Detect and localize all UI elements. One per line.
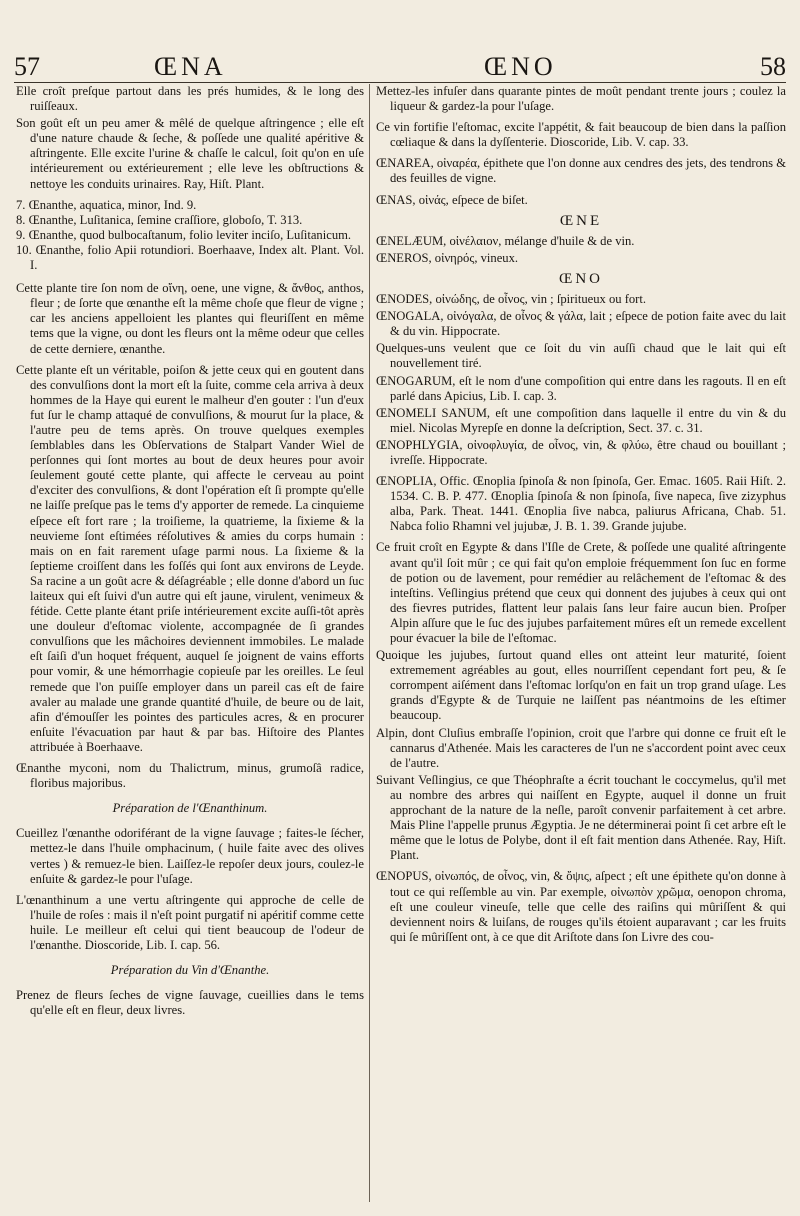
subheading: Préparation du Vin d'Œnanthe. [110, 963, 270, 978]
paragraph: Son goût eſt un peu amer & mêlé de quelque aſtringence ; elle eſt d'une nature chaude & ſeche, & poſſede une qualité apéritive & aſtringente. Elle excite l'urine & chaſſe le calcul, ſoit qu'on en uſe intérieurement ou extérieurement ; elle leve les obſtructions & nettoye les conduits urinaires. Ray, Hiſt. Plant. [16, 116, 364, 191]
paragraph: Œnanthe myconi, nom du Thalictrum, minus, grumoſâ radice, floribus majoribus. [16, 761, 364, 791]
paragraph: Cueillez l'œnanthe odoriférant de la vigne ſauvage ; faites-le ſécher, mettez-le dans l'huile omphacinum, ( huile faite avec des olives vertes ) & remuez-le bien. Laiſſez-le repoſer deux jours, coulez-le enſuite & gardez-le pour l'uſage. [16, 826, 364, 886]
list-item: 10. Œnanthe, folio Apii rotundiori. Boerhaave, Index alt. Plant. Vol. I. [16, 242, 364, 273]
paragraph: L'œnanthinum a une vertu aſtringente qui approche de celle de l'huile de roſes : mais il n'eſt point purgatif ni apéritif comme cette huile. Le meilleur eſt celui qui tient beaucoup de l'odeur de l'œnanthe. Dioscoride, Lib. I. cap. 56. [16, 892, 364, 952]
paragraph: Quoique les jujubes, ſurtout quand elles ont atteint leur maturité, ſoient extremement agréables au gout, elles nourriſſent cependant fort peu, & ſe corrompent aiſément dans l'eſtomac lorſqu'on en fait un trop grand uſage. Les grands d'Egypte & de Turquie ne laiſſent pas néantmoins de les eſtimer beaucoup. [376, 648, 786, 723]
right-page-number: 58 [760, 52, 786, 81]
entry-oenopus: ŒNOPUS, οἰνωπός, de οἶνος, vin, & ὄψις, aſpect ; eſt une épithete qu'on donne à tout ce qui reſſemble au vin. Par exemple, οἰνωπὸν χρῶμα, oenopon chroma, eſt une couleur vineuſe, telle que celle des raiſins qui mûriſſent & qui deviennent noirs & luiſans, de rouges qu'ils étoient auparavant ; car les fruits qui ſe mûriſſent ont, à ce que dit Ariſtote dans ſon Livre des cou- [376, 869, 786, 944]
paragraph: Cette plante tire ſon nom de οἴνη, oene, une vigne, & ἄνθος, anthos, fleur ; de ſorte que œnanthe eſt la même choſe que fleur de vigne ; car les anciens appelloient les plantes qui fleuriſſent en même tems que la vigne, ou dont les fleurs ont la même odeur que celles de cette derniere, œnanthe. [16, 281, 364, 356]
list-item: 9. Œnanthe, quod bulbocaſtanum, folio leviter inciſo, Luſitanicum. [16, 227, 352, 242]
entry-oeneros: ŒNEROS, οἰνηρός, vineux. [376, 250, 519, 265]
entry-oenoplia: ŒNOPLIA, Offic. Œnoplia ſpinoſa & non ſpinoſa, Ger. Emac. 1605. Raii Hiſt. 2. 1534. C. B. P. 477. Œnoplia ſpinoſa & non ſpinoſa, ſive napeca, ſive zizyphus alba, Park. Theat. 1441. Œnoplia ſive nabca, paliurus Africana, Chab. 51. Nabca folio Rhamni vel jujubæ, J. B. 1. 39. Grande jujube. [376, 474, 786, 534]
left-running-head: ŒNA [154, 52, 227, 81]
header-rule [14, 82, 786, 83]
paragraph: Quelques-uns veulent que ce ſoit du vin auſſi chaud que le lait qui eſt nouvellement tiré. [376, 341, 786, 371]
paragraph: Elle croît preſque partout dans les prés humides, & le long des ruiſſeaux. [16, 84, 364, 114]
entry-oenogarum: ŒNOGARUM, eſt le nom d'une compoſition qui entre dans les ragouts. Il en eſt parlé dans Apicius, Lib. I. cap. 3. [376, 373, 786, 403]
section-heading: ŒNE [559, 212, 603, 229]
paragraph: Ce fruit croît en Egypte & dans l'Iſle de Crete, & poſſede une qualité aſtringente avant qu'il ſoit mûr ; ce qui fait qu'on emploie fréquemment ſon ſuc en forme de potion ou de lavement, pour remédier au relâchement de l'eſtomac & des inteſtins. Veſlingius prétend que ceux qui donnent des jujubes à ceux qui ont des fievres putrides, flattent leur palais ſans leur faire aucun bien. Proſper Alpin aſſure que le ſuc des jujubes parfaitement mûres eſt un remede excellent pour évacuer la bile de l'eſtomac. [376, 540, 786, 645]
page-header [14, 50, 786, 84]
left-column [16, 84, 364, 1202]
entry-oenomeli: ŒNOMELI SANUM, eſt une compoſition dans laquelle il entre du vin & du miel. Nicolas Myrepſe en donne la deſcription, Sect. 37. c. 31. [376, 405, 786, 435]
paragraph: Alpin, dont Cluſius embraſſe l'opinion, croit que l'arbre qui donne ce fruit eſt le cannarus d'Athenée. Mais les caracteres de l'un ne s'accordent point avec ceux de l'autre. [376, 725, 786, 770]
left-page-number: 57 [14, 52, 40, 81]
list-item: 8. Œnanthe, Luſitanica, ſemine craſſiore, globoſo, T. 313. [16, 212, 303, 227]
entry-oenelaeum: ŒNELÆUM, οἰνέλαιον, mélange d'huile & de vin. [376, 233, 635, 248]
right-running-head: ŒNO [484, 52, 557, 81]
paragraph: Cette plante eſt un véritable, poiſon & jette ceux qui en goutent dans des convulſions dont la mort eſt la ſuite, comme cela arriva à deux hommes de la Haye qui eurent le malheur d'en gouter : l'un d'eux fut ſur le champ attaqué de convulſions, & mourut ſur la place, & l'autre peu de tems après. On trouve quelques exemples ſemblables dans les Obſervations de Stalpart Vander Wiel de perſonnes qui ſont mortes au bout de deux heures pour avoir ſeulement gouté cette plante, qui affecte le cerveau au point d'exciter des convulſions, & dont l'opération eſt ſi prompte qu'elle ne laiſſe preſque pas le tems d'y apporter de remede. La cinquieme eſpece eſt fort rare ; la troiſieme, la quatrieme, la ſixieme & la neuvieme ſont eſtimées réſolutives & amies du corps humain : mais on en fait rarement uſage parmi nous. La ſixieme & la ſeptieme croiſſent dans les foſſés qui ſont aux environs de Leyde. Sa racine a un goût acre & déſagréable ; elle donne d'abord un ſuc laiteux qui eſt ſuivi d'un autre qui eſt jaune, virulent, venimeux & fétide. Cette plante étant priſe intérieurement excite auſſi-tôt après une douleur d'eſtomac violente, accompagnée de ſi grandes convulſions que les mâchoires deviennent immobiles. Le malade eſt ſaiſi d'un hoquet fréquent, auquel ſe joignent de vains efforts pour vomir, & une hémorrhagie copieuſe par les oreilles. Le ſeul remede que l'on puiſſe employer dans un pareil cas eſt de faire avaler au malade une grande quantité d'huile, de beure ou de lait, afin d'émouſſer les pointes des particules acres, & en procurer enſuite l'évacuation par haut & par bas. Hiſtoire des Plantes attribuée à Boerhaave. [16, 362, 364, 754]
paragraph: Ce vin fortifie l'eſtomac, excite l'appétit, & fait beaucoup de bien dans la paſſion cœliaque & dans la dyſſenterie. Dioscoride, Lib. V. cap. 33. [376, 120, 786, 150]
entry-oenophlygia: ŒNOPHLYGIA, οἰνοφλυγία, de οἶνος, vin, & φλύω, être chaud ou bouillant ; ivreſſe. Hippocrate. [376, 437, 786, 467]
entry-oenas: ŒNAS, οἰνάς, eſpece de biſet. [376, 192, 528, 207]
paragraph: Mettez-les infuſer dans quarante pintes de moût pendant trente jours ; coulez la liqueur & gardez-la pour l'uſage. [376, 84, 786, 114]
column-divider [369, 84, 370, 1202]
paragraph: Suivant Veſlingius, ce que Théophraſte a écrit touchant le coccymelus, qu'il met au nombre des arbres qui naiſſent en Egypte, auquel il donne un fruit approchant de la nature de la neſle, paroît convenir parfaitement à cet arbre. Mais Pline l'appelle prunus Ægyptia. Je ne déterminerai point ſi cet arbre eſt le même que le lotus de Polybe, dont il eſt fait mention dans Athenée. Ray, Hiſt. Plant. [376, 772, 786, 863]
section-heading: ŒNO [558, 270, 603, 287]
right-column [376, 84, 786, 1202]
entry-oenogala: ŒNOGALA, οἰνόγαλα, de οἶνος & γάλα, lait ; eſpece de potion faite avec du lait & du vin. Hippocrate. [376, 309, 786, 339]
paragraph: Prenez de fleurs ſeches de vigne ſauvage, cueillies dans le tems qu'elle eſt en fleur, deux livres. [16, 988, 364, 1018]
list-item: 7. Œnanthe, aquatica, minor, Ind. 9. [16, 197, 197, 212]
entry-oenodes: ŒNODES, οἰνώδης, de οἶνος, vin ; ſpiritueux ou fort. [376, 292, 647, 307]
subheading: Préparation de l'Œnanthinum. [112, 801, 268, 816]
entry-oenarea: ŒNAREA, οἰναρέα, épithete que l'on donne aux cendres des jets, des tendrons & des feuilles de vigne. [376, 156, 786, 186]
species-list [16, 198, 364, 273]
